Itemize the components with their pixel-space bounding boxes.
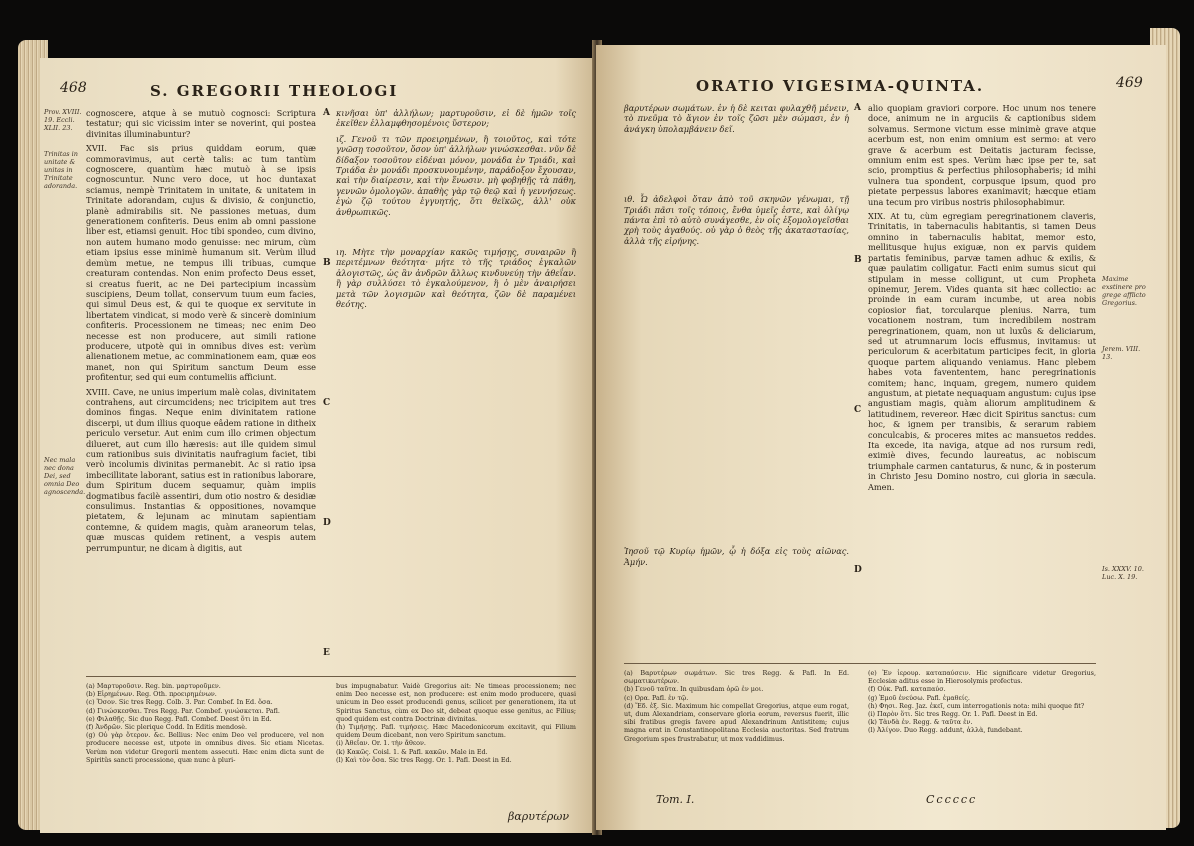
footnote: (g) Ἐμοῦ ἐνεύσω. Pafl. ἐμαθείς. — [868, 693, 970, 702]
greek-paragraph: Ἰησοῦ τῷ Κυρίῳ ἡμῶν, ᾧ ἡ δόξα εἰς τοὺς αἰῶνας. Ἀμήν. — [624, 546, 849, 567]
footnote: (k) Τὰνδὰ ἐν. Regg. & ταῦτα ἐν. — [868, 718, 973, 727]
footnote: (l) Ἀλίγον. Duo Regg. addunt, ἀλλὰ, fundebant. — [868, 726, 1023, 735]
footnotes-left-a — [86, 682, 324, 764]
greek-paragraph: ιθ. Ὦ ἀδελφοὶ ὅταν ἀπὸ τοῦ σκηνῶν γένωμαι, τῇ Τριάδι πᾶσι τοῖς τόποις, ἔνθα ὑμεῖς ἐστε, καὶ ὀλίγῳ πάντα ἐπὶ τὸ αὐτὸ συνάγεσθε, ἐν οἷς ἐξομολογεῖσθαι χρὴ τοὺς ἀγαθούς. οὐ γὰρ ὁ θεὸς τῆς ἀκαταστασίας, ἀλλὰ τῆς εἰρήνης. — [624, 194, 849, 246]
section-letter: A — [854, 103, 861, 113]
footnote: (e) Φιλαθῇς. Sic duo Regg. Pafl. Combef. Deest ὅτι in Ed. — [86, 714, 272, 723]
signature-mark: Cccccc — [926, 793, 978, 806]
footnote: (e) Ἐν ἱερουρ. καταπαύσειν. Hic significare videtur Gregorius, Ecclesiæ aditus esse in Hierosolymis profectus. — [868, 669, 1096, 686]
latin-paragraph: XVII. Fac sis prius quiddam eorum, quæ commoravimus, aut certè talis: ac tum tantùm cognoscere, quantùm hæc mutuò à se ipsis cognoscuntur. Nunc vero doce, ut hoc duntaxat sciamus, nempè Trinitatem in unitate, & unitatem in Trinitate adorandam, cujus & divisio, & conjunctio, planè admirabilis sit. Ne passiones metuas, dum generationem confiteris. Deus enim ab omni passione liber est, etiamsi genuit. Hoc tibi spondeo, cum divino, non autem humano modo genuisse: nec mirum, cùm etiam ipsius esse minimè humanum sit. Verùm illud demùm metue, ne tempus illi tribuas, cumque creaturam contendas. Non enim profecto Deus esset, si creatus fuerit, ac ne Dei partecipium incassùm suscipiens, Deum tollat, conservum tuum eum facies, qui simul Deus est, & qui te quoque ex servitute in libertatem vindicat, si modo verè & sincerè dominium confiteris. Processionem ne timeas; nec enim Deo necesse est non producere, aut simili ratione producere, utpotè qui in omnibus dives est: verùm alienationem metue, ac comminationem eam, quæ eos manet, non qui Spiritum sanctum Deum esse profitentur, sed qui eum contumeliis afficiunt. — [86, 143, 316, 383]
footnote: (h) Φησι. Reg. Jaz. ἐκεῖ, cum interrogationis nota: mihi quoque fit? — [868, 701, 1085, 710]
footnote: (a) Βαρυτέρων σωμάτων. Sic tres Regg. & Pafl. In Ed. σωματικωτέρων. — [624, 669, 849, 686]
footnote: (k) Κακῶς. Coisl. 1. & Pafl. κακῶν. Male in Ed. — [336, 747, 488, 756]
greek-column-left — [336, 108, 576, 310]
section-letter: C — [854, 405, 862, 415]
footnote-rule — [624, 663, 1096, 664]
footnote-rule — [86, 676, 576, 677]
running-head-right: ORATIO VIGESIMA-QUINTA. — [696, 77, 985, 95]
latin-paragraph: cognoscere, atque à se mutuò cognosci: Scriptura testatur; qui sic vicissim inter se noverint, qui postea divinitas illuminabuntur? — [86, 108, 316, 139]
section-letter: B — [854, 255, 862, 265]
footnote: bus impugnabatur. Vaidè Gregorius ait: Ne timeas processionem; nec enim Deo necesse est, non producere: est enim modo producere, quasi unicum in Deo esset producendi genus, scilicet per generationem, ita ut Spiritus Sanctus, cùm ex Deo sit, debeat quoque esse genitus, ac Filius; quod quidem est contra Doctrinæ divinitas. — [336, 682, 576, 723]
page-number-left: 468 — [60, 80, 87, 96]
section-letter: D — [854, 565, 862, 575]
latin-paragraph: XVIII. Cave, ne unius imperium malè colas, divinitatem contrahens, aut circumcidens; nec tricipitem aut tres dominos fingas. Neque enim divinitatem ratione discerpi, ut dum illius quoque eâdem ratione in ditheix periculo versetur. Aut enim cum illo crimen objectum dilueret, aut cum illo hæresis: aut ille quidem simul cum rationibus suis divinitatis naufragium faciet, tibi verò incolumis divinitas permanebit. Ac si ratio ipsa imbecillitate laborant, satius est in rationibus laborare, dum Spiritum ducem sequamur, quàm impiis dogmatibus facilè assentiri, dum otio nostro & desidiæ consulimus. Instantias & oppositiones, novamque pietatem, & lejunam ac minutam sapientiam contemne, & quidem magis, quàm araneorum telas, quæ muscas quidem retinent, a vespis autem perrumpuntur, ne dicam à digitis, aut — [86, 386, 316, 553]
footnote: (b) Γενοῦ ταῦτα. In quibusdam ὁρῶ ἐν μοι. — [624, 685, 764, 694]
greek-paragraph: ιζ. Γενοῦ τι τῶν προειρημένων, ἢ τοιοῦτος, καὶ τότε γνῶσῃ τοσοῦτον, ὅσον ὑπ' ἀλλήλων γινώσκεσθαι. νῦν δὲ δίδαξον τοσοῦτον εἰδέναι μόνον, μονάδα ἐν Τριάδι, καὶ Τριάδα ἐν μονάδι προσκυνουμένην, παράδοξον ἔχουσαν, καὶ τὴν διαίρεσιν, καὶ τὴν ἕνωσιν. μὴ φοβηθῇς τὰ πάθη, γεννῶν ὁμολογῶν. ἀπαθὴς γὰρ τῷ θεῷ καὶ ἡ γεννήσεως. ἐγὼ ζῷ τούτου ἐγγυητής, ὅτι θεϊκῶς, ἀλλ' οὐκ ἀνθρωπικῶς. — [336, 133, 576, 217]
greek-column-right — [624, 103, 849, 567]
section-letter: D — [323, 518, 331, 528]
footnote: (h) Τιμήσῃς. Pafl. τιμήσεις. Hæc Macedonicorum excitavit, qui Filium quidem Deum dicebant, non vero Spiritum sanctum. — [336, 723, 576, 740]
footnote: (a) Μαρτυροῦσιν. Reg. bin. μαρτυροῦμεν. — [86, 682, 221, 690]
footnote: (i) Ἀθεΐαν. Or. 1. τὴν ἄθεον. — [336, 739, 426, 748]
footnotes-right-a — [624, 669, 849, 743]
footnote: (f) Οὐκ. Pafl. καταπαύσ. — [868, 685, 946, 694]
latin-paragraph: alio quopiam graviori corpore. Hoc unum nos tenere doce, animum ne in arguciis & captionibus sidem solvamus. Sermone victum esse minimè grave atque acerbum est, non enim omnium est sermo: at vero grave & acerbum est Deitatis jacturam fecisse, omnium enim est spes. Verùm hæc ipse per te, sat scio, promptius & perfectius philosophaberis; id mihi vulnera tua spondent, corpusque ipsum, quod pro pietate perpessus labores exanimavit; hæcque etiam una tecum pro viribus nostris philosophabimur. — [868, 103, 1096, 207]
footnote: (c) Ὅσον. Sic tres Regg. Colb. 3. Par. Combef. In Ed. ὅσα. — [86, 698, 273, 707]
footnote: (b) Εἰρημένων. Reg. Oth. προειρημένων. — [86, 690, 217, 699]
margin-note: Jerem. VIII. 13. — [1102, 345, 1141, 361]
footnote: (d) Γινώσκεσθαι. Tres Regg. Par. Combef. γινώσκεται. Pafl. — [86, 706, 280, 715]
left-page — [40, 58, 600, 833]
running-head-left: S. GREGORII THEOLOGI — [150, 82, 399, 100]
margin-note: Nec mala nec dona Dei, sed omnia Deo agnoscenda. — [44, 456, 86, 496]
footnotes-right-b — [868, 669, 1096, 735]
section-letter: B — [323, 258, 331, 268]
section-letter: C — [323, 398, 331, 408]
greek-paragraph: βαρυτέρων σωμάτων. ἐν ἡ δὲ κειται φυλαχθῆ μένειν, τὸ πνεῦμα τὸ ἅγιον ἐν τοῖς ζῶσι μὲν σώμασι, ἐν ἡ ἀνάγκη ὑπολαμβάνειν δεῖ. — [624, 103, 849, 134]
footnote: (g) Οὐ γὰρ ὅτερον. &c. Bellius: Nec enim Deo vel producere, vel non producere necesse est, utpote in omnibus dives. Sic etiam Nicetas. Verùm non videtur Gregorii mentem assecuti. Hæc enim dicta sunt de Spiritûs sancti processione, quæ nunc à pluri- — [86, 731, 324, 764]
footnote: (d) Ἔδ. ἐξ. Sic. Maximum hic compellat Gregorius, atque eum rogat, ut, dum Alexandriam, conservare gloria eorum, reversus fuerit, illic sibi fratibus gregis favere apud Alexandrinum Antistitem; cujus magna erat in Constantinopolitana Ecclesia auctoritas. Sed fratrum Gregorium spes frustrabatur, ut mox vaddidimus. — [624, 701, 849, 743]
footnote: (f) Ἀνδρῶν. Sic plerique Codd. In Editis mendosè. — [86, 723, 248, 732]
margin-note: Is. XXXV. 10. Luc. X. 19. — [1102, 565, 1144, 581]
catchword: βαρυτέρων — [508, 810, 570, 823]
margin-note: Trinitas in unitate & unitas in Trinitate adoranda. — [44, 150, 78, 190]
page-number-right: 469 — [1116, 75, 1143, 91]
latin-column-left — [86, 108, 316, 553]
volume-signature: Tom. I. — [656, 793, 695, 806]
section-letter: E — [323, 648, 330, 658]
greek-paragraph: ιη. Μὴτε τὴν μοναρχίαν κακῶς τιμήσῃς, συναιρῶν ἢ περιτέμνων θεότητα· μήτε τὸ τῆς τριάδος ἐγκαλῶν ἀλογιστῶς, ὡς ἂν ἀνδρῶν ἄλλως κινδυνεύῃ τὴν ἀθεΐαν. ἢ γὰρ συλλύσει τὸ ἐγκαλούμενον, ἢ ὁ μὲν ἀναιρήσει μετὰ τῶν λογισμῶν καὶ θεότητα, ζῶν δὲ παραμένει θεότης. — [336, 247, 576, 310]
footnote: (c) Ορα. Pafl. ἐν τῷ. — [624, 693, 689, 702]
footnote: (l) Καὶ τὸν ὅσα. Sic tres Regg. Or. 1. Pafl. Deest in Ed. — [336, 755, 512, 764]
margin-note: Maxime exstinere pro grege afflicto Gregorius. — [1102, 275, 1146, 307]
latin-paragraph: XIX. At tu, cùm egregiam peregrinationem claveris, Trinitatis, in tabernaculis habitantis, si tamen Deus omnino in tabernaculis habitat, memor esto, mellitusque hujus exiguæ, non ex parvis quidem partatis feminibus, parvæ tamen adhuc & exilis, & quæ paulatim colligatur. Facti enim sumus sicut qui stipulam in messe colligunt, ut cum Propheta opinemur, Jerem. Vides quanta sit hæc collectio: ac proinde in eam curam incumbe, ut area nobis copiosior fiat, torcularque plenius. Narra, tum vocationem nostram, tum incredibilem nostram peregrinationem, quam, non ut luxûs & deliciarum, sed ut atrumnarum locis effusmus, invitamus: ut periculorum & acerbitatum participes fecit, in gloria quoque partem aliquando veniamus. Hanc plebem habes vota favententem, hanc peregrinationis comitem; hanc, inquam, gregem, numero quidem angustum, at pietate nequaquam angustum: cujus ipse angustiam magis, quàm aliorum amplitudinem & latitudinem, revereor. Hæc dicit Spiritus sanctus: cum hoc, & ignem per transibis, & serarum rabiem conculcabis, & proceres mites ac mansuetos reddes. Ita excede, ita naviga, atque ad nos rursum redi, eximiè dives, fecundo laureatus, ac nobiscum triumphale carmen cantaturus, & nunc, & in posterum in Christo Jesu Domino nostro, cui gloria in sæcula. Amen. — [868, 211, 1097, 492]
latin-column-right — [868, 103, 1096, 492]
right-page — [596, 45, 1166, 830]
margin-note: Prov. XVIII. 19. Eccli. XLII. 23. — [44, 108, 82, 132]
section-letter: A — [323, 108, 330, 118]
greek-paragraph: κινῆσαι ὑπ' ἀλλήλων; μαρτυροῦσιν, εἰ δὲ ἡμῶν τοῖς ἐκεῖθεν ἐλλαμφθησομένοις ὕστερον; — [336, 108, 576, 129]
footnotes-left-b — [336, 682, 576, 764]
footnote: (i) Παρὸν ὅτι. Sic tres Regg. Or. 1. Pafl. Deest in Ed. — [868, 710, 1038, 719]
